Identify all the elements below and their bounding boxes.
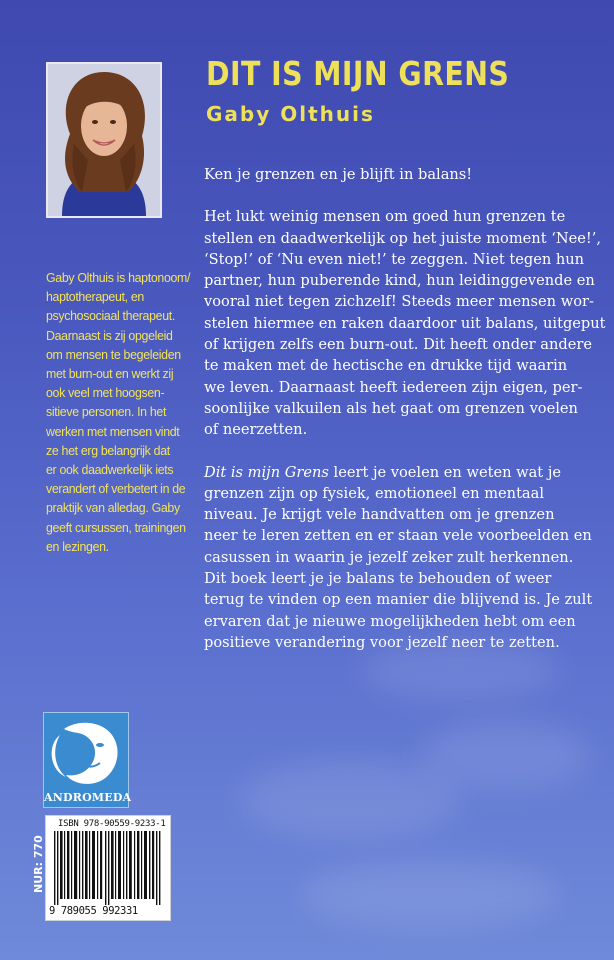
- text-line: partner, hun puberende kind, hun leidinggevende en: [204, 272, 595, 290]
- bio-line: met burn-out en werkt zij: [46, 366, 174, 382]
- text-line: vooral niet tegen zichzelf! Steeds meer mensen wor-: [204, 293, 594, 311]
- bio-line: om mensen te begeleiden: [46, 346, 181, 362]
- author-bio: [46, 268, 191, 556]
- book-title-italic: Dit is mijn Grens: [204, 463, 329, 481]
- text-line: positieve verandering voor jezelf neer te zetten.: [204, 633, 560, 651]
- ean-number: 9 789055 992331: [49, 905, 138, 917]
- text-line: we leven. Daarnaast heeft iedereen zijn eigen, per-: [204, 378, 583, 396]
- bio-line: haptotherapeut, en: [46, 289, 144, 305]
- blurb-paragraph-1: [204, 206, 606, 440]
- cloud-decoration: [300, 860, 560, 930]
- barcode-icon: [50, 831, 168, 905]
- bio-line: psychosociaal therapeut.: [46, 308, 175, 324]
- tagline: Ken je grenzen en je blijft in balans!: [204, 166, 473, 183]
- isbn-label: ISBN 978-90559-9233-1: [58, 819, 166, 829]
- text-line: neer te leren zetten en er staan vele voorbeelden en: [204, 527, 592, 545]
- publisher-name: ANDROMEDA: [44, 791, 132, 804]
- publisher-logo: [43, 712, 132, 808]
- text-line: of neerzetten.: [204, 421, 308, 439]
- portrait-photo: [48, 64, 160, 216]
- author-photo: [46, 62, 162, 218]
- bio-line: ook veel met hoogsen-: [46, 385, 165, 401]
- bio-line: ze het erg belangrijk dat: [46, 442, 170, 458]
- text-line: casussen in waarin je jezelf zeker zult herkennen.: [204, 548, 574, 566]
- text-line: Het lukt weinig mensen om goed hun grenzen te: [204, 208, 566, 226]
- bio-line: Daarnaast is zij opgeleid: [46, 327, 173, 343]
- text-line: soonlijke valkuilen als het gaat om grenzen voelen: [204, 399, 578, 417]
- text-line: te maken met de hectische en drukke tijd waarin: [204, 357, 568, 375]
- text-line: grenzen zijn op fysiek, emotioneel en mentaal: [204, 484, 545, 502]
- text-line: terug te vinden op een manier die blijvend is. Je zult: [204, 591, 593, 609]
- barcode: [45, 815, 171, 921]
- blurb-paragraph-3: [204, 568, 593, 653]
- nur-code: NUR: 770: [32, 835, 45, 893]
- text-line: of krijgen zelfs een burn-out. Dit heeft onder andere: [204, 336, 592, 354]
- text-line: [204, 462, 574, 483]
- cloud-decoration: [240, 760, 460, 840]
- book-title: DIT IS MIJN GRENS: [206, 54, 510, 93]
- blurb-paragraph-2: [204, 462, 592, 568]
- author-name: Gaby Olthuis: [206, 102, 375, 126]
- bio-line: verandert of verbetert in de: [46, 481, 186, 497]
- text-line: ‘Stop!’ of ‘Nu even niet!’ te zeggen. Niet tegen hun: [204, 250, 585, 268]
- sun-moon-face-icon: [44, 715, 128, 791]
- bio-line: geeft cursussen, trainingen: [46, 519, 186, 535]
- bio-line: Gaby Olthuis is haptonoom/: [46, 270, 191, 285]
- text-line: Dit boek leert je je balans te behouden of weer: [204, 570, 552, 588]
- bio-line: er ook daadwerkelijk iets: [46, 462, 174, 478]
- text-line: stelen hiermee en raken daardoor uit balans, uitgeput: [204, 314, 606, 332]
- bio-line: praktijk van alledag. Gaby: [46, 500, 180, 516]
- blurb: [204, 164, 606, 653]
- text-line: stellen en daadwerkelijk op het juiste moment ‘Nee!’,: [204, 229, 602, 247]
- bio-line: werken met mensen vindt: [46, 423, 180, 439]
- bio-line: en lezingen.: [46, 538, 109, 554]
- text-fragment: leert je voelen en weten wat je: [328, 463, 561, 481]
- text-line: niveau. Je krijgt vele handvatten om je grenzen: [204, 506, 555, 524]
- bio-line: sitieve personen. In het: [46, 404, 167, 420]
- text-line: ervaren dat je nieuwe mogelijkheden hebt om een: [204, 612, 576, 630]
